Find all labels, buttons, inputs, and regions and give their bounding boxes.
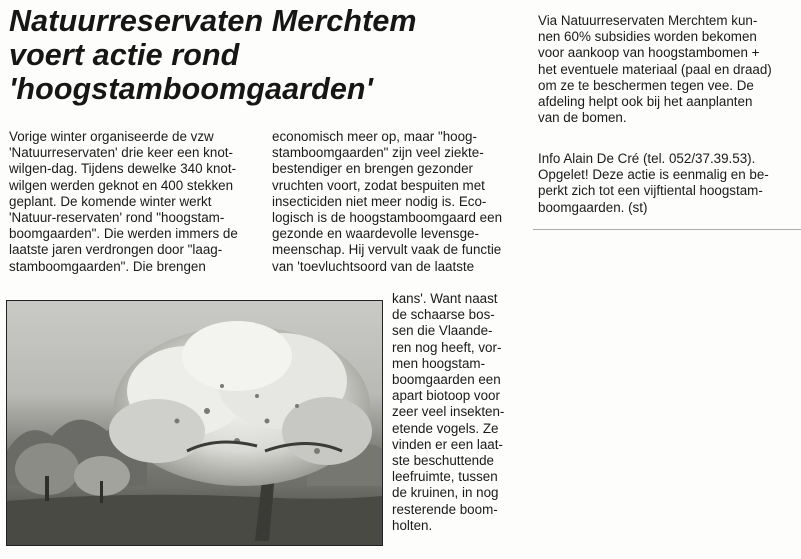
text-line: boomgaarden. (st) <box>538 199 648 215</box>
text-line: stamboomgaarden". Die brengen <box>9 258 206 274</box>
text-line: sen die Vlaande- <box>392 323 493 339</box>
text-line: 'Natuur-reservaten' rond "hoogstam- <box>9 210 225 226</box>
article-column-3-top <box>538 13 783 126</box>
text-line: insecticiden niet meer nodig is. Eco- <box>272 193 487 209</box>
text-line: het eventuele materiaal (paal en draad) <box>538 61 772 77</box>
text-line: kans'. Want naast <box>392 291 498 306</box>
text-line: voor aankoop van hoogstambomen + <box>538 45 760 61</box>
text-line: geplant. De komende winter werkt <box>9 193 212 209</box>
article-column-2-top <box>272 129 519 275</box>
article-column-1 <box>9 129 261 275</box>
headline-line: Natuurreservaten Merchtem <box>9 4 417 38</box>
text-line: Vorige winter organiseerde de vzw <box>9 129 214 144</box>
text-line: van 'toevluchtsoord van de laatste <box>272 258 475 274</box>
orchard-photo <box>6 300 383 546</box>
headline-line: 'hoogstamboomgaarden' <box>9 72 373 106</box>
text-line: boomgaarden". Die werden immers de <box>9 226 238 242</box>
blossom-tree-icon <box>7 301 382 545</box>
text-line: men hoogstam- <box>392 355 486 371</box>
text-line: wilgen werden geknot en 400 stekken <box>9 177 234 193</box>
text-line: resterende boom- <box>392 501 498 517</box>
text-line: holten. <box>392 517 433 533</box>
text-line: de schaarse bos- <box>392 307 495 323</box>
headline <box>9 4 509 106</box>
text-line: stamboomgaarden" zijn veel ziekte- <box>272 145 484 161</box>
text-line: laatste jaren verdrongen door "laag- <box>9 242 223 258</box>
headline-line: voert actie rond <box>9 38 240 72</box>
text-line: nen 60% subsidies worden bekomen <box>538 29 757 45</box>
text-line: vruchten voort, zodat bespuiten met <box>272 177 485 193</box>
text-line: zeer veel insekten- <box>392 404 505 420</box>
text-line: 'Natuurreservaten' drie keer een knot- <box>9 145 233 161</box>
text-line: gezonde en waardevolle levensge- <box>272 226 479 242</box>
text-line: Opgelet! Deze actie is eenmalig en be- <box>538 167 769 183</box>
text-line: perkt zich tot een vijftiental hoogstam- <box>538 183 763 199</box>
text-line: de kruinen, in nog <box>392 485 499 501</box>
text-line: vinden er een laat- <box>392 436 503 452</box>
text-line: wilgen-dag. Tijdens dewelke 340 knot- <box>9 161 237 177</box>
text-line: boomgaarden een <box>392 372 501 388</box>
text-line: ste beschuttende <box>392 453 494 469</box>
text-line: etende vogels. Ze <box>392 420 499 436</box>
text-line: apart biotoop voor <box>392 388 500 404</box>
text-line: logisch is de hoogstamboomgaard een <box>272 210 503 226</box>
text-line: bestendiger en brengen gezonder <box>272 161 474 177</box>
text-line: leefruimte, tussen <box>392 469 498 485</box>
text-line: ren nog heeft, vor- <box>392 339 502 355</box>
article-column-3-bottom <box>538 151 783 216</box>
article-column-2-bottom <box>392 291 519 534</box>
text-line: om ze te beschermen tegen vee. De <box>538 77 754 93</box>
text-line: afdeling helpt ook bij het aanplanten <box>538 94 753 110</box>
column-divider <box>533 229 801 230</box>
text-line: economisch meer op, maar "hoog- <box>272 129 477 144</box>
text-line: Info Alain De Cré (tel. 052/37.39.53). <box>538 151 756 166</box>
text-line: van de bomen. <box>538 110 627 126</box>
text-line: Via Natuurreservaten Merchtem kun- <box>538 13 758 28</box>
text-line: meenschap. Hij vervult vaak de functie <box>272 242 502 258</box>
